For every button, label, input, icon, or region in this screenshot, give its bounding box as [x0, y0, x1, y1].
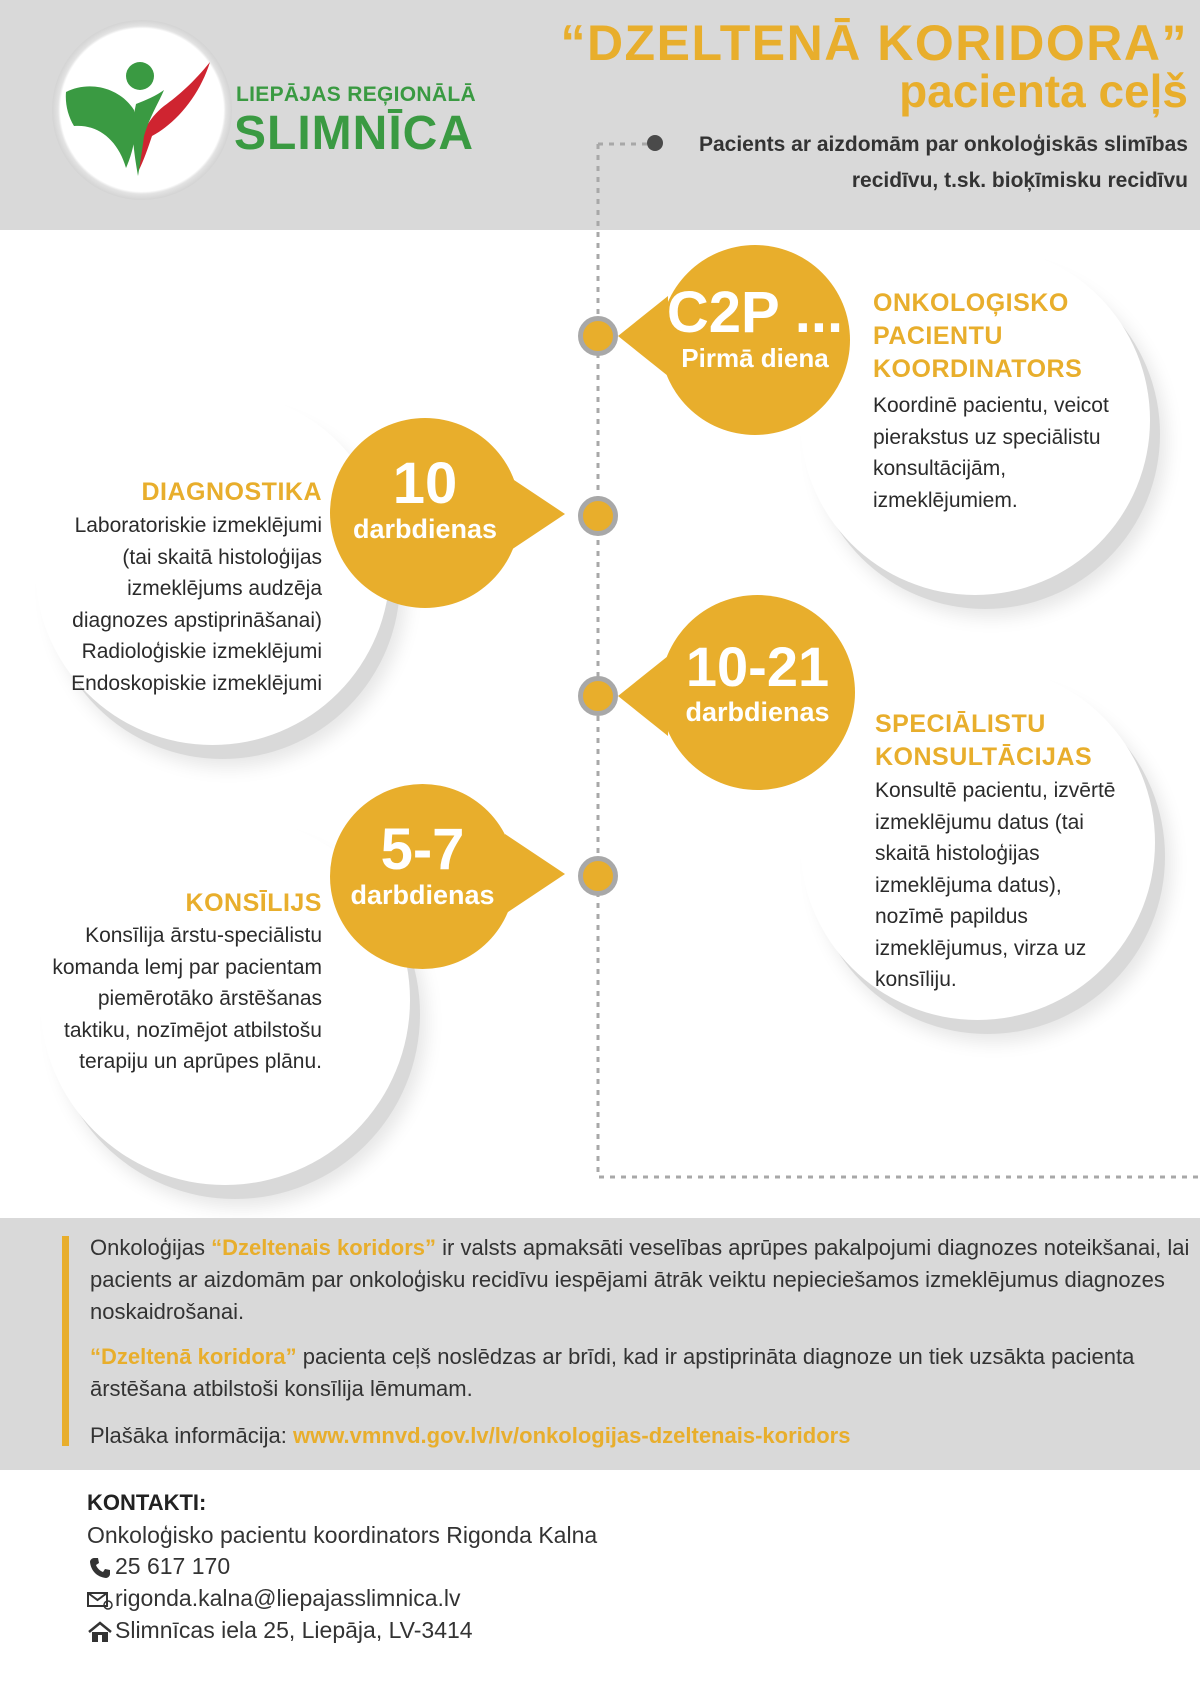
consilium-badge-value: 5-7 [380, 817, 465, 882]
consultations-badge-value: 10-21 [685, 635, 830, 698]
contact-address-row [87, 1617, 473, 1644]
patient-description: Pacients ar aizdomām par onkoloģiskās slimības recidīvu, t.sk. bioķīmisku recidīvu [698, 133, 1188, 192]
timeline-node-4 [578, 856, 618, 896]
consultations-badge-unit: darbdienas [685, 697, 830, 727]
info-paragraph-1 [90, 1232, 1190, 1328]
timeline-node-1 [578, 316, 618, 356]
hospital-logo-icon [60, 40, 220, 180]
email-icon [87, 1590, 113, 1610]
brand-name-line1: LIEPĀJAS REĢIONĀLĀ [236, 83, 476, 106]
contact-phone-row [87, 1553, 230, 1580]
consultations-title: SPECIĀLISTU KONSULTĀCIJAS [875, 710, 1093, 771]
diagnostics-badge-unit: darbdienas [352, 514, 498, 544]
info-more-label: Plašāka informācija: [90, 1423, 293, 1448]
diagnostics-title: DIAGNOSTIKA [141, 478, 322, 506]
info-paragraph-2 [90, 1341, 1190, 1405]
consilium-text: Konsīlija ārstu-speciālistu komanda lemj par pacientam piemērotāko ārstēšanas taktiku, nozīmējot atbilstošu terapiju un aprūpes plānu. [52, 924, 322, 1073]
info-p2-highlight: “Dzeltenā koridora” [90, 1344, 297, 1369]
consilium-badge [330, 784, 515, 969]
diagnostics-badge-value: 10 [392, 451, 458, 516]
info-p1-text-rest: ir valsts apmaksāti veselības aprūpes pakalpojumi diagnozes noteikšanai, lai pacients ar aizdomām par onkoloģisku recidīvu iespējami ātrāk veiktu nepieciešamos izmeklējumus diagnozes noskaidrošanai. [90, 1235, 1190, 1324]
consultations-text: Konsultē pacientu, izvērtē izmeklējumu datus (tai skaitā histoloģijas izmeklējuma datus), nozīmē papildus izmeklējumus, virza uz konsīliju. [875, 779, 1116, 991]
address-icon [87, 1620, 113, 1644]
contact-phone[interactable]: 25 617 170 [115, 1553, 231, 1579]
consultations-badge [660, 595, 855, 790]
contact-address: Slimnīcas iela 25, Liepāja, LV-3414 [115, 1617, 473, 1643]
coordinator-badge [660, 245, 850, 435]
timeline-node-2 [578, 496, 618, 536]
coordinator-badge-value: C2P ... [666, 280, 844, 345]
phone-icon [87, 1556, 113, 1580]
diagnostics-badge [330, 418, 520, 608]
coordinator-text: Koordinē pacientu, veicot pierakstus uz speciālistu konsultācijām, izmeklējumiem. [873, 394, 1109, 512]
diagnostics-text: Laboratoriskie izmeklējumi (tai skaitā histoloģijas izmeklējums audzēja diagnozes apstiprināšanai) Radioloģiskie izmeklējumi Endoskopiskie izmeklējumi [71, 514, 322, 695]
page-title-line2: pacienta ceļš [899, 65, 1188, 117]
info-more [90, 1420, 1190, 1452]
contacts-title: KONTAKTI: [87, 1490, 207, 1515]
contact-email[interactable]: rigonda.kalna@liepajasslimnica.lv [115, 1585, 461, 1611]
page-title: “DZELTENĀ KORIDORA” [560, 15, 1188, 71]
info-p2-text: pacienta ceļš noslēdzas ar brīdi, kad ir apstiprināta diagnoze un tiek uzsākta pacienta ārstēšana atbilstoši konsīlija lēmumam. [90, 1344, 1135, 1401]
contact-email-row [87, 1585, 461, 1612]
coordinator-title: ONKOLOĢISKO PACIENTU KOORDINATORS [873, 289, 1083, 383]
info-p1-highlight: “Dzeltenais koridors” [211, 1235, 437, 1260]
coordinator-badge-unit: Pirmā diena [681, 343, 829, 373]
info-accent-bar [62, 1236, 69, 1446]
consilium-badge-unit: darbdienas [350, 880, 495, 910]
timeline-node-3 [578, 676, 618, 716]
consilium-title: KONSĪLIJS [185, 889, 322, 917]
diagnostics-pointer [505, 474, 565, 554]
consilium-pointer [505, 834, 565, 914]
info-more-link[interactable]: www.vmnvd.gov.lv/lv/onkologijas-dzeltenais-koridors [292, 1423, 851, 1448]
info-p1-text: Onkoloģijas [90, 1235, 212, 1260]
brand-name-line2: SLIMNĪCA [234, 107, 474, 160]
contact-person: Onkoloģisko pacientu koordinators Rigonda Kalna [87, 1522, 598, 1548]
